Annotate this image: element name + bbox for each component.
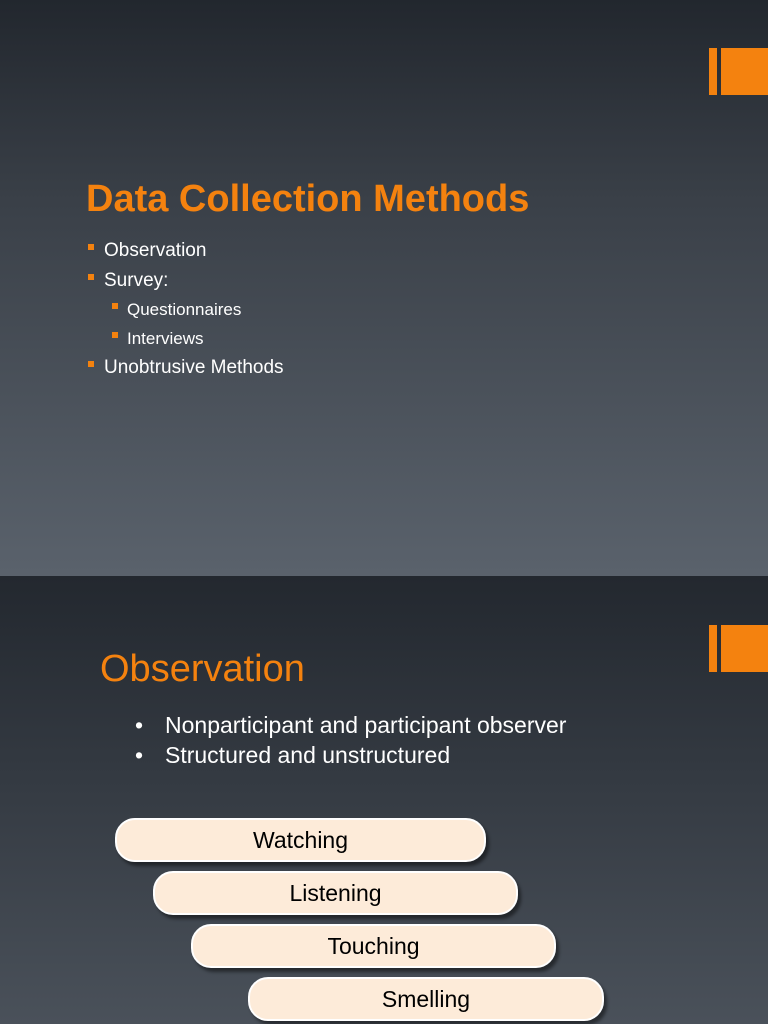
bullet-text: Structured and unstructured	[165, 742, 451, 768]
square-bullet-icon	[112, 303, 118, 309]
bullet-text: Observation	[104, 240, 207, 261]
square-bullet-icon	[88, 361, 94, 367]
method-list	[88, 237, 284, 384]
step-listening: Listening	[153, 871, 518, 915]
step-smelling: Smelling	[248, 977, 604, 1021]
accent-block	[721, 48, 768, 95]
sub-bullet-questionnaires	[88, 296, 284, 325]
bullet-nonparticipant	[135, 710, 566, 740]
observation-types-list	[135, 710, 566, 770]
bullet-structured	[135, 740, 566, 770]
bullet-text: Questionnaires	[127, 300, 242, 319]
slide-title: Observation	[100, 648, 305, 690]
bullet-text: Unobtrusive Methods	[104, 357, 284, 378]
bullet-unobtrusive-methods	[88, 354, 284, 384]
bullet-text: Survey:	[104, 269, 169, 291]
sub-bullet-interviews	[88, 325, 284, 354]
corner-accent-mark	[709, 625, 768, 672]
bullet-text: Interviews	[127, 329, 204, 348]
step-touching: Touching	[191, 924, 556, 968]
accent-bar	[709, 48, 717, 95]
slide-observation	[0, 576, 768, 1024]
bullet-text: Nonparticipant and participant observer	[165, 712, 567, 738]
slide-title: Data Collection Methods	[86, 178, 530, 220]
accent-bar	[709, 625, 717, 672]
square-bullet-icon	[88, 244, 94, 250]
corner-accent-mark	[709, 48, 768, 95]
step-watching: Watching	[115, 818, 486, 862]
bullet-observation	[88, 237, 284, 267]
square-bullet-icon	[88, 274, 94, 280]
round-bullet-icon: •	[135, 742, 144, 768]
bullet-survey	[88, 267, 284, 297]
accent-block	[721, 625, 768, 672]
square-bullet-icon	[112, 332, 118, 338]
round-bullet-icon: •	[135, 712, 144, 738]
